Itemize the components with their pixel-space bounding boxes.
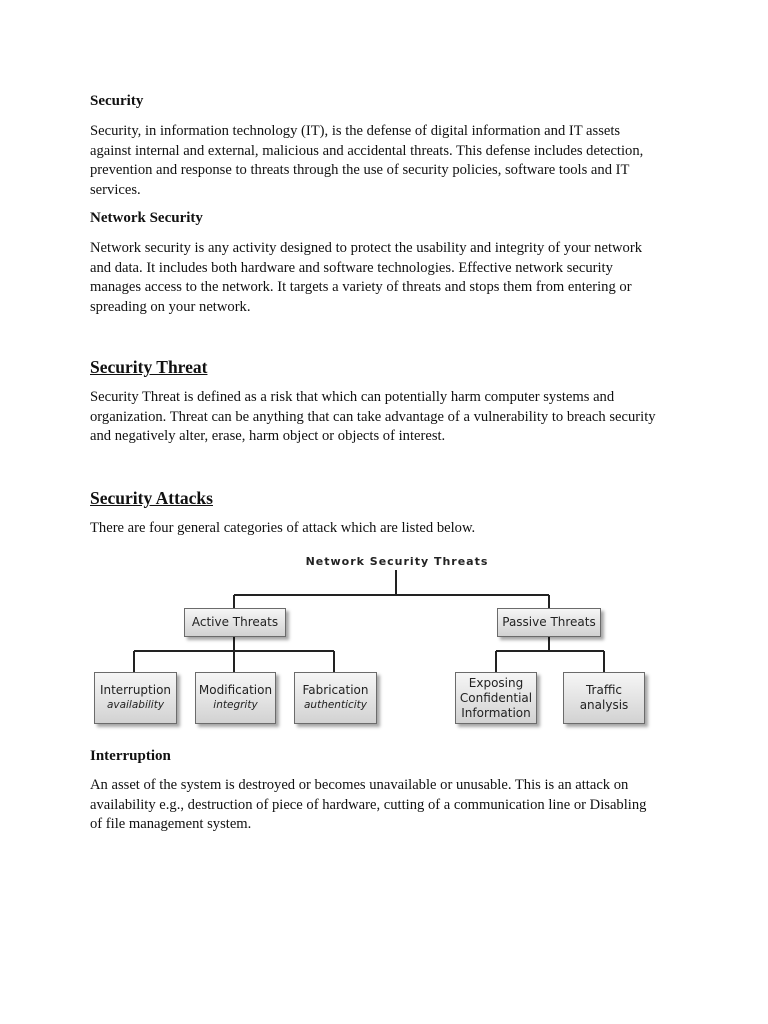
- network-security-paragraph: [90, 239, 682, 317]
- security-paragraph: [90, 122, 682, 200]
- fabrication-sub: authenticity: [303, 699, 368, 711]
- modification-box: [195, 672, 276, 724]
- modification-label: Modification: [198, 683, 273, 697]
- network-security-heading: Network Security: [90, 210, 203, 226]
- exposing-line: Exposing: [468, 675, 524, 690]
- text-line: Network security is any activity designed to protect the usability and integrity of your network: [90, 240, 642, 256]
- text-line: Security Threat is defined as a risk that which can potentially harm computer systems and: [90, 389, 615, 405]
- fabrication-box: [294, 672, 377, 724]
- text-line: manages access to the network. It targets a variety of threats and stops them from entering or: [90, 279, 632, 295]
- interruption-box: [94, 672, 177, 724]
- interruption-paragraph: [90, 776, 682, 835]
- security-threat-heading: Security Threat: [90, 357, 208, 377]
- text-line: and negatively alter, erase, harm object or objects of interest.: [90, 428, 446, 444]
- text-line: and data. It includes both hardware and software technologies. Effective network security: [90, 259, 613, 276]
- text-line: prevention and response to threats through the use of security policies, software tools and IT: [90, 162, 630, 178]
- passive-threats-label: Passive Threats: [502, 615, 596, 629]
- security-attacks-heading: Security Attacks: [90, 488, 213, 508]
- fabrication-label: Fabrication: [302, 683, 369, 697]
- active-threats-box: [184, 608, 286, 637]
- diagram-title: Network Security Threats: [305, 555, 489, 568]
- text-line: Security, in information technology (IT), is the defense of digital information and IT assets: [90, 123, 621, 139]
- exposing-line: Confidential: [459, 690, 533, 705]
- text-line: spreading on your network.: [90, 298, 251, 315]
- security-heading: Security: [90, 93, 144, 109]
- active-threats-label: Active Threats: [191, 615, 279, 629]
- interruption-sub: availability: [106, 699, 165, 711]
- text-line: organization. Threat can be anything that can take advantage of a vulnerability to breach security: [90, 408, 656, 425]
- passive-threats-box: [497, 608, 601, 637]
- exposing-confidential-box: [455, 672, 537, 724]
- security-attacks-intro: There are four general categories of attack which are listed below.: [90, 520, 476, 536]
- exposing-line: Information: [461, 705, 531, 720]
- traffic-line: Traffic: [585, 683, 623, 697]
- text-line: An asset of the system is destroyed or becomes unavailable or unusable. This is an attack on: [90, 777, 629, 793]
- text-line: availability e.g., destruction of piece of hardware, cutting of a communication line or Disabling: [90, 796, 647, 813]
- text-line: of file management system.: [90, 816, 252, 832]
- interruption-label: Interruption: [99, 683, 172, 697]
- text-line: services.: [90, 181, 141, 198]
- traffic-analysis-box: [563, 672, 645, 724]
- text-line: against internal and external, malicious and accidental threats. This defense includes detection,: [90, 142, 644, 159]
- interruption-heading: Interruption: [90, 748, 171, 764]
- modification-sub: integrity: [213, 699, 258, 711]
- security-threat-paragraph: [90, 388, 682, 447]
- traffic-line: analysis: [579, 698, 629, 712]
